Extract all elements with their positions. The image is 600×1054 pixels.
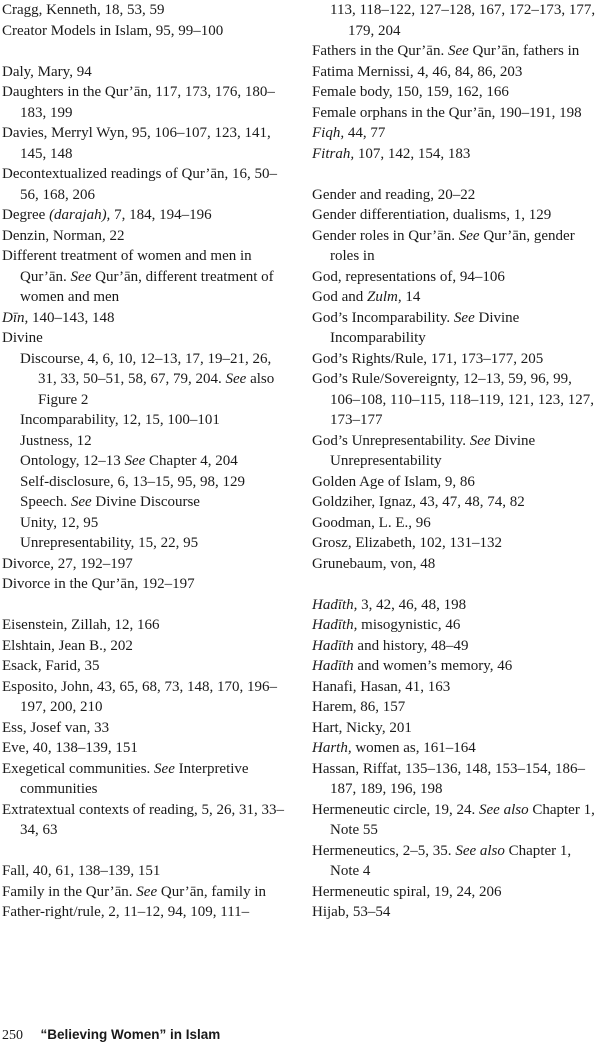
index-entry: Hadīth, misogynistic, 46 [312,617,461,633]
index-entry: Hadīth and history, 48–49 [312,637,469,654]
index-entry: Elshtain, Jean B., 202 [2,637,133,654]
index-subentry: Ontology, 12–13 See Chapter 4, 204 [20,453,238,469]
index-entry: Hart, Nicky, 201 [312,719,412,736]
index-entry: Eisenstein, Zillah, 12, 166 [2,617,160,633]
page-number: 250 [2,1028,23,1043]
index-subentry: Discourse, 4, 6, 10, 12–13, 17, 19–21, 26, 31, 33, 50–51, 58, 67, 79, 204. See also Figure 2 [20,350,275,408]
index-subentry: Speech. See Divine Discourse [20,494,200,510]
section-gap [2,41,292,62]
index-entry: Fathers in the Qur’ān. See Qur’ān, fathers in [312,43,580,59]
index-entry: Different treatment of women and men in Qur’ān. See Qur’ān, different treatment of women and men [2,248,274,305]
index-entry: Hermeneutic spiral, 19, 24, 206 [312,883,502,900]
index-entry: Gender roles in Qur’ān. See Qur’ān, gender roles in [312,227,575,264]
index-entry: God’s Unrepresentability. See Divine Unrepresentability [312,432,536,469]
index-entry: Daughters in the Qur’ān, 117, 173, 176, 180–183, 199 [2,84,275,121]
index-entry: Divorce, 27, 192–197 [2,555,133,572]
index-column-left [2,0,292,923]
index-entry: God’s Incomparability. See Divine Incomparability [312,309,520,346]
running-title: “Believing Women” in Islam [40,1027,221,1042]
index-entry: Esposito, John, 43, 65, 68, 73, 148, 170, 196–197, 200, 210 [2,678,278,715]
section-gap [2,841,292,862]
index-entry: Fitrah, 107, 142, 154, 183 [312,145,471,162]
index-subentry: Incomparability, 12, 15, 100–101 [20,412,220,428]
section-gap [312,574,600,595]
index-entry: Hassan, Riffat, 135–136, 148, 153–154, 186–187, 189, 196, 198 [312,760,586,797]
index-entry: God and Zulm, 14 [312,289,421,305]
index-entry: Fatima Mernissi, 4, 46, 84, 86, 203 [312,63,523,80]
index-entry: God, representations of, 94–106 [312,268,505,285]
index-entry: Divine [2,330,43,346]
index-entry: Extratextual contexts of reading, 5, 26, 31, 33–34, 63 [2,801,285,838]
index-entry: Eve, 40, 138–139, 151 [2,740,138,756]
index-entry: Decontextualized readings of Qur’ān, 16, 50–56, 168, 206 [2,166,278,203]
index-entry: Harth, women as, 161–164 [312,740,476,756]
index-entry: Denzin, Norman, 22 [2,227,125,244]
index-entry: Degree (darajah), 7, 184, 194–196 [2,207,212,223]
index-entry: Female body, 150, 159, 162, 166 [312,84,509,100]
index-entry: Hadīth, 3, 42, 46, 48, 198 [312,596,467,613]
index-entry: Grosz, Elizabeth, 102, 131–132 [312,535,502,551]
index-entry: Grunebaum, von, 48 [312,555,436,572]
index-entry: Esack, Farid, 35 [2,658,100,674]
index-subentry: Justness, 12 [20,432,92,449]
index-entry: Fall, 40, 61, 138–139, 151 [2,863,161,879]
index-entry: Hermeneutics, 2–5, 35. See also Chapter 1, Note 4 [312,842,572,879]
section-gap [312,164,600,185]
index-entry: Golden Age of Islam, 9, 86 [312,473,475,490]
index-entry: Gender differentiation, dualisms, 1, 129 [312,207,552,223]
index-entry: Davies, Merryl Wyn, 95, 106–107, 123, 141, 145, 148 [2,125,271,162]
index-entry: Hermeneutic circle, 19, 24. See also Chapter 1, Note 55 [312,801,595,838]
index-entry: Goodman, L. E., 96 [312,514,431,531]
index-entry: Cragg, Kenneth, 18, 53, 59 [2,2,165,18]
index-entry: Family in the Qur’ān. See Qur’ān, family in [2,883,266,900]
index-entry: Divorce in the Qur’ān, 192–197 [2,576,195,592]
index-entry: Hadīth and women’s memory, 46 [312,658,513,674]
index-entry: Female orphans in the Qur’ān, 190–191, 198 [312,104,582,121]
index-entry: Hanafi, Hasan, 41, 163 [312,678,451,695]
index-column-right [312,0,600,923]
index-subentry: Unrepresentability, 15, 22, 95 [20,535,199,551]
page-footer [2,1027,220,1044]
index-subentry: Unity, 12, 95 [20,514,99,531]
index-entry: Creator Models in Islam, 95, 99–100 [2,22,224,39]
section-gap [2,595,292,616]
index-entry: Daly, Mary, 94 [2,63,92,80]
index-entry: Goldziher, Ignaz, 43, 47, 48, 74, 82 [312,494,525,510]
index-entry: Father-right/rule, 2, 11–12, 94, 109, 111– [2,904,250,920]
index-entry: Exegetical communities. See Interpretive communities [2,760,249,797]
index-entry: God’s Rule/Sovereignty, 12–13, 59, 96, 99, 106–108, 110–115, 118–119, 121, 123, 127, 173–177 [312,371,595,428]
index-entry: Fiqh, 44, 77 [312,125,386,141]
index-entry: Harem, 86, 157 [312,699,406,715]
index-entry: Hijab, 53–54 [312,904,391,920]
index-entry: Gender and reading, 20–22 [312,186,476,203]
index-entry: God’s Rights/Rule, 171, 173–177, 205 [312,350,544,367]
index-entry: Dīn, 140–143, 148 [2,309,115,326]
index-entry: Ess, Josef van, 33 [2,719,110,736]
index-subentry: 113, 118–122, 127–128, 167, 172–173, 177, 179, 204 [330,2,596,39]
index-subentry: Self-disclosure, 6, 13–15, 95, 98, 129 [20,473,245,490]
